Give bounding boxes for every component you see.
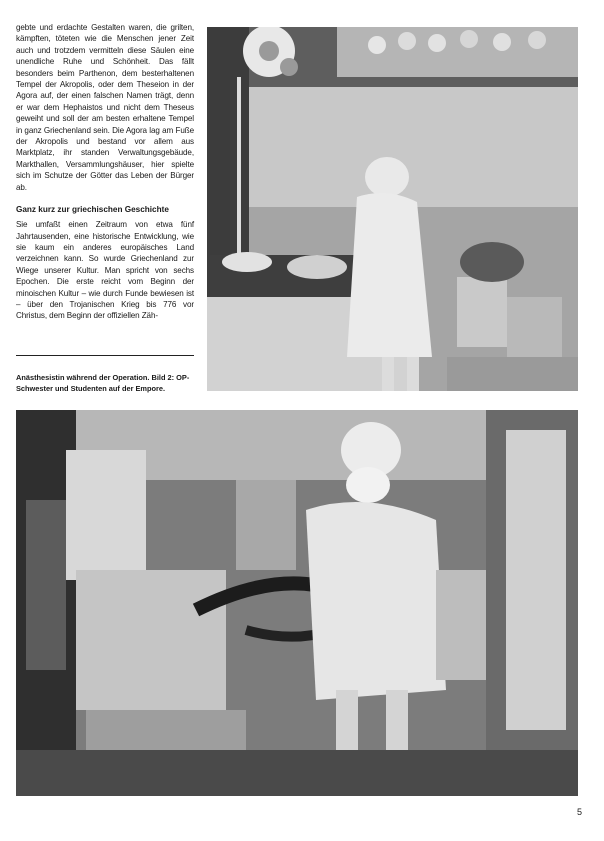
article-paragraph-2: Sie umfaßt einen Zeitraum von etwa fünf Jahrtausenden, eine historische Entwicklung, wie sie kaum ein anderes europäisches Land verzeichnen kann. So wurde Griechenland zur Wiege unserer Kultur. Man spricht von sechs Epochen. Die erste reicht vom Beginn der minoischen Kultur – wie durch Funde bewiesen ist – über den Trojanischen Krieg bis 776 vor Christus, dem Beginn der offiziellen Zäh-: [16, 220, 194, 321]
photo-anaesthetist: [16, 410, 578, 796]
photo-nurse-operating-room: [207, 27, 578, 391]
photo-nurse-operating-room-image: [207, 27, 578, 391]
article-paragraph-1: gebte und erdachte Gestalten waren, die grilten, kämpften, töteten wie die Menschen jener Zeit auch und trotzdem vermitteln diese Säulen eine unendliche Ruhe und Schönheit. Das fällt besonders beim Parthenon, dem besterhaltenen Tempel der Akropolis, oder dem Theseion in der Agora auf, der einen falschen Namen trägt, denn er war dem Hephaistos und nicht dem Theseus geweiht und soll der am besten erhaltene Tempel in ganz Griechenland sein. Die Agora lag am Fuße der Akropolis und bestand vor allem aus Marktplatz, ihr standen Verwaltungsgebäude, Markthallen, Versammlungshäuser, hier spielte sich im Schutze der Götter das Leben der Bürger ab.: [16, 23, 194, 192]
section-heading: Ganz kurz zur griechischen Geschichte: [16, 205, 169, 215]
article-column: [16, 22, 194, 322]
photo-anaesthetist-image: [16, 410, 578, 796]
caption-divider: [16, 355, 194, 356]
photo-caption: Anästhesistin während der Operation. Bild 2: OP-Schwester und Studenten auf der Empore.: [16, 373, 190, 393]
page-number: 5: [576, 807, 582, 817]
